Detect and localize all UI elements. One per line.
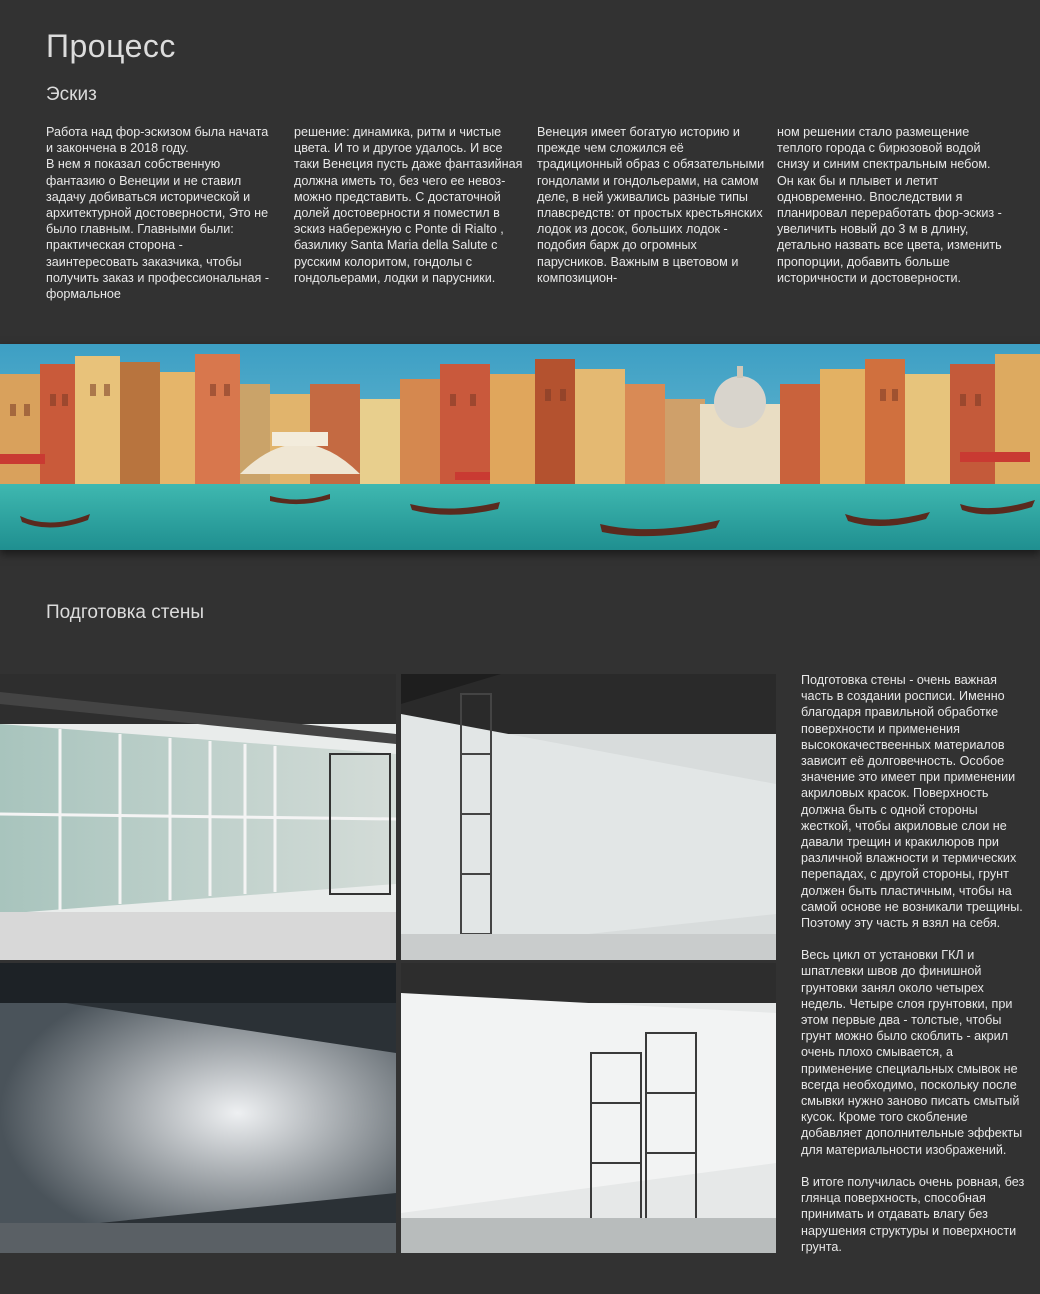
sketch-text-column-1 [46, 124, 278, 302]
wall-prep-paragraph-1: Подготовка стены - очень важная часть в создании росписи. Именно благодаря правильной обработке поверхности и применения высококачествеенных материалов зависит её долговечность. Особое значение это имеет при применении акриловых красок. Поверхность должна быть с одной стороны жесткой, чтобы акриловые слои не давали трещин и кракилюров при различной влажности и термических перепадах, с другой стороны, грунт должен быть пластичным, чтобы на самой основе не возникали трещины. Поэтому эту часть я взял на себя. [801, 673, 1023, 931]
wall-photo-finished [401, 963, 776, 1253]
page-title: Процесс [46, 28, 176, 64]
sketch-text-column-4 [777, 124, 1009, 286]
venice-sketch-panorama [0, 344, 1040, 550]
sketch-paragraph: решение: динамика, ритм и чистые цвета. И то и другое удалось. И все таки Венеция пусть даже фантазийная должна иметь то, без чего ее невоз-можно представить. С достаточной долей достоверности я поместил в эскиз набережную с Ponte di Rialto , базилику Santa Maria della Salute с русским колоритом, гондолы с гондольерами, лодки и парусники. [294, 125, 523, 285]
wall-prep-heading: Подготовка стены [46, 602, 204, 623]
wall-photo-gkl-installed [0, 674, 396, 960]
wall-prep-text [801, 672, 1026, 1271]
sketch-text-column-3 [537, 124, 769, 286]
wall-photo-plastered [401, 674, 776, 960]
sketch-paragraph: Работа над фор-эскизом была начата и закончена в 2018 году. В нем я показал собственную фантазию о Венеции и не ставил задачу добиваться исторической и архитектурной достоверности, Это не было главным. Главными были: практическая сторона - заинтересовать заказчика, чтобы получить заказ и профессиональная - формальное [46, 125, 270, 302]
sketch-text-column-2 [294, 124, 526, 286]
sketch-heading: Эскиз [46, 84, 97, 105]
sketch-paragraph: ном решении стало размещение теплого города с бирюзовой водой снизу и синим спектральным небом. Он как бы и плывет и летит одновременно. Впоследствии я планировал переработать фор-эскиз - увеличить новый до 3 м в длину, детально назвать все цвета, изменить пропорции, добавить больше историчности и достоверности. [777, 125, 1002, 285]
wall-prep-paragraph-3: В итоге получилась очень ровная, без глянца поверхность, способная принимать и отдавать влагу без нарушения структуры и поверхности грунта. [801, 1174, 1025, 1254]
wall-photo-primed-dark [0, 963, 396, 1253]
wall-prep-paragraph-2: Весь цикл от установки ГКЛ и шпатлевки швов до финишной грунтовки занял около четырех недель. Четыре слоя грунтовки, при этом первые два - толстые, чтобы грунт можно было скоблить - акрил очень плохо смывается, а применение специальных смывок не всегда необходимо, поскольку после смывки нужно заново писать смытый кусок. Кроме того скобление добавляет дополнительные эффекты для материальности изображений. [801, 948, 1023, 1157]
sketch-paragraph: Венеция имеет богатую историю и прежде чем сложился её традиционный образ с обязательными гондолами и гондольерами, на самом деле, в ней уживались разные типы плавсредств: от простых крестьянских лодок из досок, больших лодок - подобия барж до огромных парусников. Важным в цветовом и композицион- [537, 125, 765, 285]
venice-sketch-image [0, 344, 1040, 550]
